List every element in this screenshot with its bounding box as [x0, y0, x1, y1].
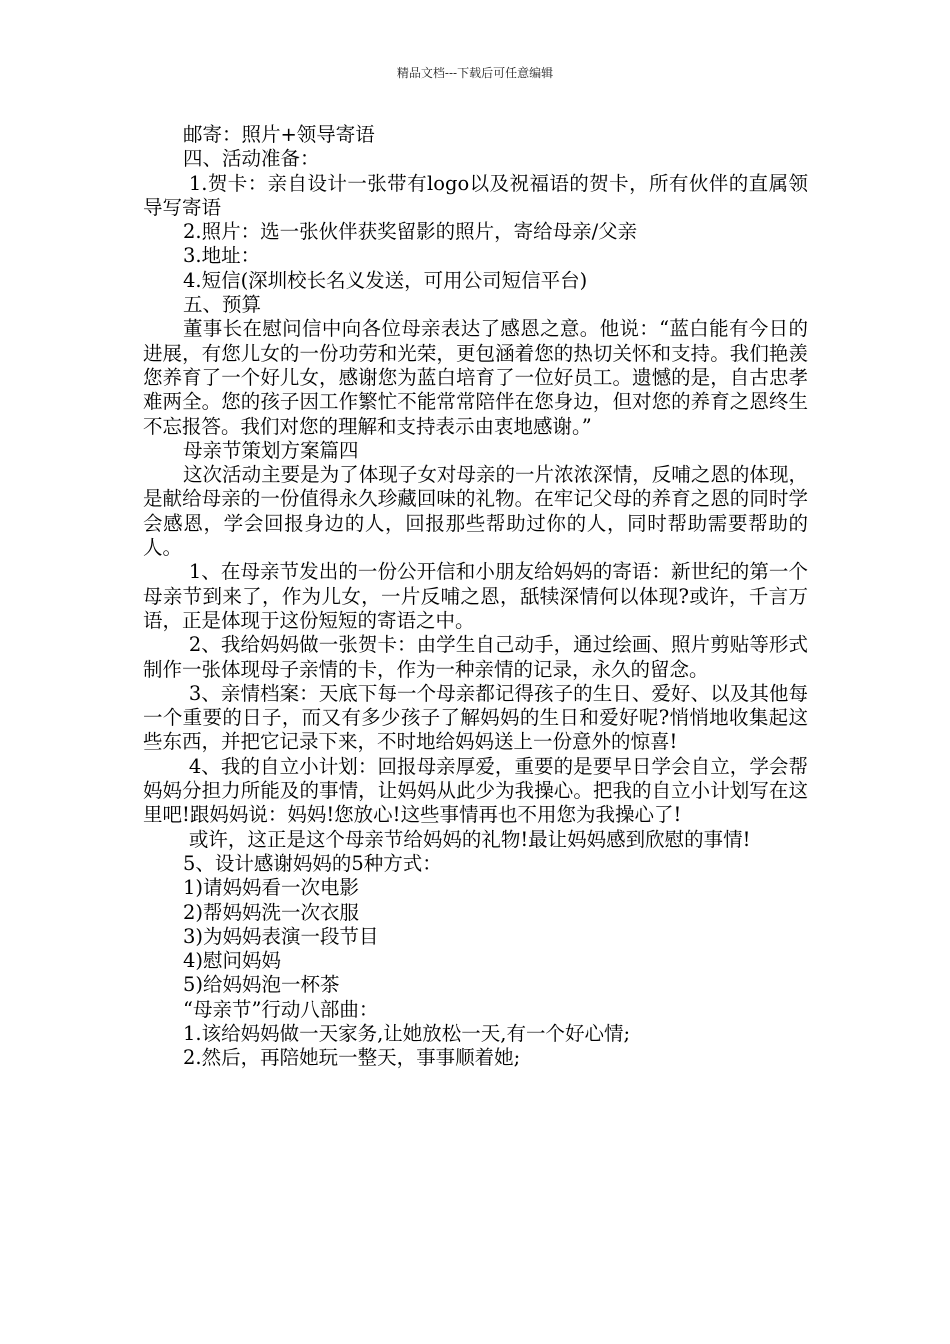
- page-header: 精品文档---下载后可任意编辑: [396, 66, 554, 80]
- list-item-greet: 4)慰问妈妈: [182, 949, 281, 973]
- paragraph-family-archive: 3、亲情档案：天底下每一个母亲都记得孩子的生日、爱好、以及其他每一个重要的日子，而又有多少孩子了解妈妈的生日和爱好呢?悄悄地收集起这些东西，并把它记录下来，不时地给妈妈送上一份意外的惊喜!: [143, 681, 808, 754]
- list-item-play-together: 2.然后，再陪她玩一整天，事事顺着她;: [182, 1046, 521, 1070]
- heading-plan-four: 母亲节策划方案篇四: [182, 438, 359, 462]
- paragraph-self-reliance-plan: 4、我的自立小计划：回报母亲厚爱，重要的是要早日学会自立，学会帮妈妈分担力所能及的事情，让妈妈从此少为我操心。把我的自立小计划写在这里吧!跟妈妈说：妈妈!您放心!这些事情再也不用您为我操心了!: [143, 754, 808, 827]
- paragraph-sms: 4.短信(深圳校长名义发送，可用公司短信平台): [182, 268, 588, 292]
- list-item-movie: 1)请妈妈看一次电影: [182, 876, 359, 900]
- heading-eight-steps: “母亲节”行动八部曲：: [182, 997, 379, 1021]
- paragraph-photo: 2.照片：选一张伙伴获奖留影的照片，寄给母亲/父亲: [182, 220, 638, 244]
- list-item-laundry: 2)帮妈妈洗一次衣服: [182, 900, 359, 924]
- heading-budget: 五、预算: [182, 293, 261, 317]
- list-item-tea: 5)给妈妈泡一杯茶: [182, 973, 340, 997]
- paragraph-activity-purpose: 这次活动主要是为了体现子女对母亲的一片浓浓深情，反哺之恩的体现，是献给母亲的一份值得永久珍藏回味的礼物。在牢记父母的养育之恩的同时学会感恩，学会回报身边的人，回报那些帮助过你的人，同时帮助需要帮助的人。: [143, 463, 808, 560]
- document-body: [143, 123, 808, 1071]
- paragraph-mailing: 邮寄：照片+领导寄语: [182, 123, 375, 146]
- heading-activity-preparation: 四、活动准备：: [182, 147, 320, 171]
- paragraph-open-letter: 1、在母亲节发出的一份公开信和小朋友给妈妈的寄语：新世纪的第一个母亲节到来了，作为儿女，一片反哺之恩，舐犊深情何以体现?或许，千言万语，正是体现于这份短短的寄语之中。: [143, 560, 808, 632]
- paragraph-make-card: 2、我给妈妈做一张贺卡：由学生自己动手，通过绘画、照片剪贴等形式制作一张体现母子亲情的卡，作为一种亲情的记录，永久的留念。: [143, 633, 808, 681]
- paragraph-greeting-card: 1.贺卡：亲自设计一张带有logo以及祝福语的贺卡，所有伙伴的直属领导写寄语: [143, 171, 808, 219]
- paragraph-address: 3.地址：: [182, 244, 261, 268]
- list-item-performance: 3)为妈妈表演一段节目: [182, 924, 379, 948]
- paragraph-five-ways: 5、设计感谢妈妈的5种方式：: [182, 851, 442, 875]
- paragraph-chairman-letter: 董事长在慰问信中向各位母亲表达了感恩之意。他说：“蓝白能有今日的进展，有您儿女的一份功劳和光荣，更包涵着您的热切关怀和支持。我们艳羡您养育了一个好儿女，感谢您为蓝白培育了一位好员工。遗憾的是，自古忠孝难两全。您的孩子因工作繁忙不能常常陪伴在您身边，但对您的养育之恩终生不忘报答。我们对您的理解和支持表示由衷地感谢。”: [143, 317, 808, 438]
- list-item-housework: 1.该给妈妈做一天家务,让她放松一天,有一个好心情;: [182, 1021, 631, 1045]
- paragraph-perhaps: 或许，这正是这个母亲节给妈妈的礼物!最让妈妈感到欣慰的事情!: [188, 827, 751, 851]
